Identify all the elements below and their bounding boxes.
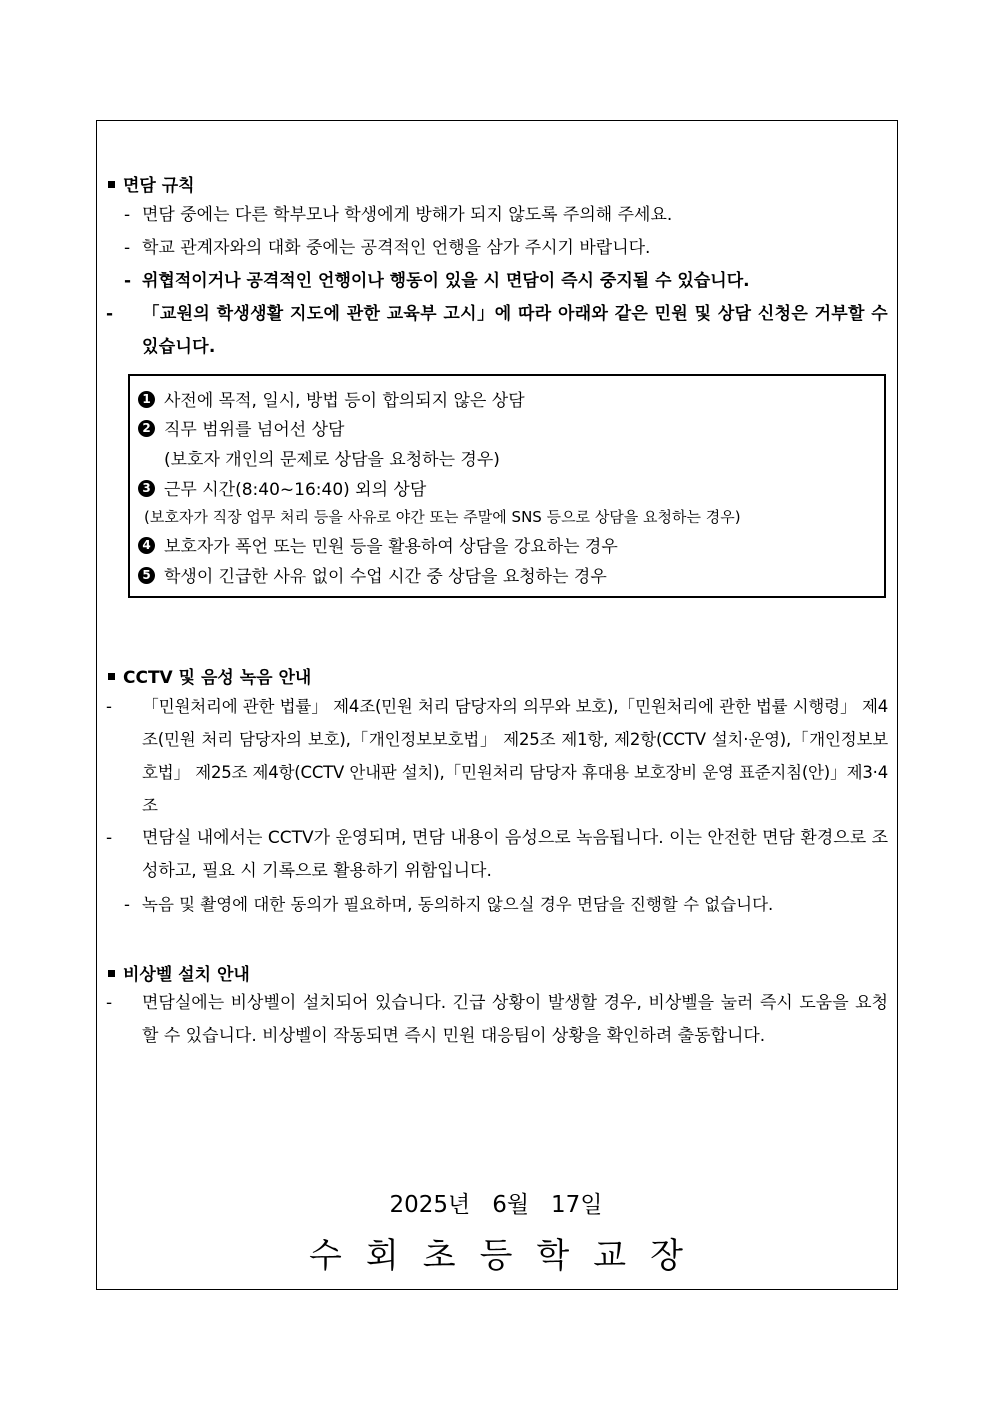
number-1-icon: 1 (138, 391, 155, 408)
refusal-case: 4 보호자가 폭언 또는 민원 등을 활용하여 상담을 강요하는 경우 (138, 532, 618, 557)
refusal-case: 1 사전에 목적, 일시, 방법 등이 합의되지 않은 상담 (138, 386, 525, 411)
emergency-bell-notice: - 면담실에는 비상벨이 설치되어 있습니다. 긴급 상황이 발생할 경우, 비상벨을 눌러 즉시 도움을 요청할 수 있습니다. 비상벨이 작동되면 즉시 민원 대응팀이 상황을 확인하려 출동합니다. (106, 993, 888, 1046)
refusal-case: 3 근무 시간(8:40~16:40) 외의 상담 (138, 475, 426, 500)
refusal-case: 5 학생이 긴급한 사유 없이 수업 시간 중 상담을 요청하는 경우 (138, 562, 607, 587)
number-4-icon: 4 (138, 537, 155, 554)
refusal-case-note: (보호자 개인의 문제로 상담을 요청하는 경우) (164, 450, 500, 470)
section-heading-emergency-bell: 비상벨 설치 안내 (108, 960, 250, 985)
number-5-icon: 5 (138, 567, 155, 584)
school-principal-signature: 수회초등학교장 (309, 1236, 707, 1276)
number-2-icon: 2 (138, 420, 155, 437)
cctv-consent: - 녹음 및 촬영에 대한 동의가 필요하며, 동의하지 않으실 경우 면담을 진행할 수 없습니다. (124, 895, 774, 914)
refusal-cases-box (128, 374, 886, 598)
section-heading-meeting-rules: 면담 규칙 (108, 171, 195, 196)
number-3-icon: 3 (138, 480, 155, 497)
cctv-notice: - 면담실 내에서는 CCTV가 운영되며, 면담 내용이 음성으로 녹음됩니다. 이는 안전한 면담 환경으로 조성하고, 필요 시 기록으로 활용하기 위함입니다. (106, 828, 888, 881)
square-bullet-icon (108, 673, 115, 680)
rule-item-refusal: - 「교원의 학생생활 지도에 관한 교육부 고시」에 따라 아래와 같은 민원 및 상담 신청은 거부할 수 있습니다. (106, 304, 888, 357)
rule-item: - 면담 중에는 다른 학부모나 학생에게 방해가 되지 않도록 주의해 주세요. (124, 205, 673, 225)
refusal-case: 2 직무 범위를 넘어선 상담 (138, 415, 344, 440)
cctv-legal-basis: - 「민원처리에 관한 법률」 제4조(민원 처리 담당자의 의무와 보호),「민원처리에 관한 법률 시행령」 제4조(민원 처리 담당자의 보호),「개인정보보호법」 제25조 제1항, 제2항(CCTV 설치·운영),「개인정보보호법」 제25조 제4항(CCTV 안내판 설치),「민원처리 담당자 휴대용 보호장비 운영 표준지침(안)」제3·4조 (106, 697, 888, 815)
square-bullet-icon (108, 181, 115, 188)
refusal-case-note: (보호자가 직장 업무 처리 등을 사유로 야간 또는 주말에 SNS 등으로 상담을 요청하는 경우) (144, 508, 741, 526)
document-date: 2025년 6월 17일 (389, 1192, 603, 1218)
section-heading-cctv: CCTV 및 음성 녹음 안내 (108, 663, 311, 688)
rule-item: - 학교 관계자와의 대화 중에는 공격적인 언행을 삼가 주시기 바랍니다. (124, 238, 651, 258)
rule-item-warning: - 위협적이거나 공격적인 언행이나 행동이 있을 시 면담이 즉시 중지될 수 있습니다. (124, 271, 750, 291)
square-bullet-icon (108, 970, 115, 977)
